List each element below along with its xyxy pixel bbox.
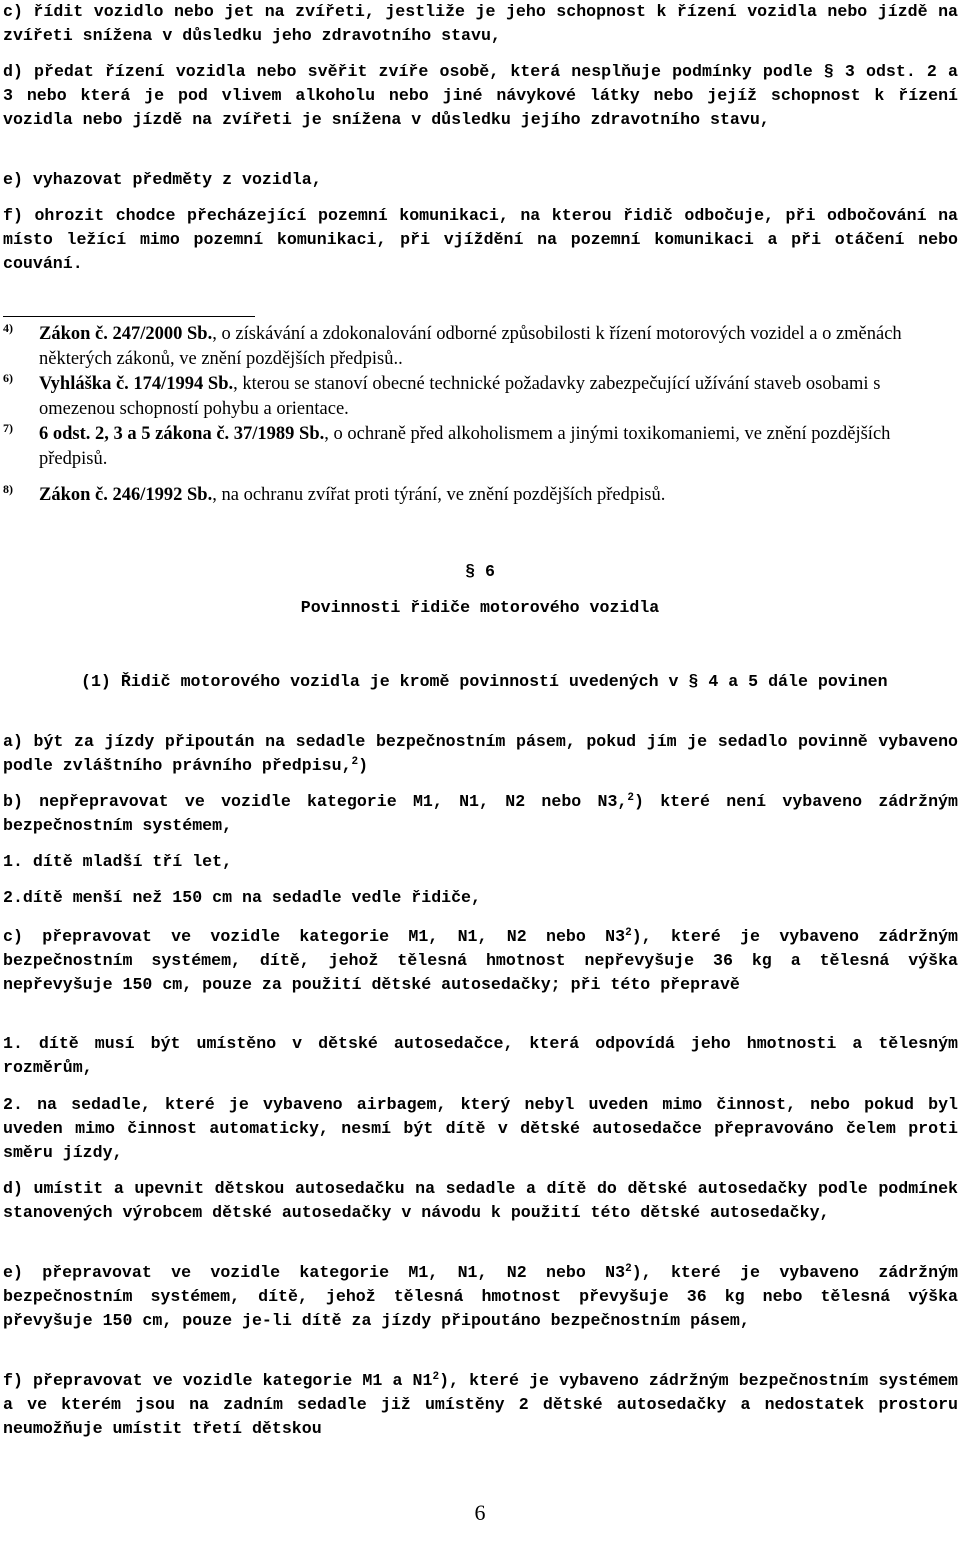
footnote-8 [3, 483, 958, 508]
footnote-7 [3, 422, 958, 472]
item-c-2: 2. na sedadle, které je vybaveno airbagem, který nebyl uveden mimo činnost, nebo pokud byl uveden mimo činnost automaticky, nesmí být dítě v dětské autosedačce přepravováno čelem proti směru jízdy, [3, 1095, 958, 1162]
page-number: 6 [474, 1500, 486, 1525]
item-b-2: 2.dítě menší než 150 cm na sedadle vedle řidiče, [3, 888, 481, 907]
section-title: Povinnosti řidiče motorového vozidla [300, 598, 660, 617]
footnote-ref: 2 [625, 1263, 632, 1275]
item-f-body [3, 1369, 958, 1441]
item-c-text-end: ), které je vybaveno zádržným bezpečnostním systémem, dítě, jehož tělesná hmotnost nepřevyšuje 36 kg a tělesná výška nepřevyšuje 150 cm, pouze za použití dětské autosedačky; při této přepravě [3, 927, 958, 994]
footnote-number: 4) [3, 321, 13, 335]
footnote-source: Zákon č. 247/2000 Sb. [39, 324, 213, 344]
item-a [3, 730, 958, 778]
item-e-body [3, 1261, 958, 1333]
item-a-text-end: ) [358, 756, 369, 775]
paragraph-1 [3, 670, 958, 694]
footnote-number: 6) [3, 371, 13, 385]
item-d: d) předat řízení vozidla nebo svěřit zvíře osobě, která nesplňuje podmínky podle § 3 odst. 2 a 3 nebo která je pod vlivem alkoholu nebo jiné návykové látky nebo jejíž schopnost k řízení vozidla nebo jízdě na zvířeti je snížena v důsledku jejího zdravotního stavu, [3, 62, 958, 129]
section-number: § 6 [465, 562, 495, 581]
footnote-ref: 2 [432, 1371, 440, 1383]
footnote-4 [3, 322, 958, 372]
footnote-source: Zákon č. 246/1992 Sb. [39, 485, 213, 505]
footnote-source: Vyhláška č. 174/1994 Sb. [39, 374, 234, 394]
footnote-6 [3, 372, 958, 422]
item-e-text: e) přepravovat ve vozidle kategorie M1, N1, N2 nebo N3 [3, 1263, 626, 1282]
item-f: f) ohrozit chodce přecházející pozemní komunikaci, na kterou řidič odbočuje, při odbočování na místo ležící mimo pozemní komunikaci, při vjíždění na pozemní komunikaci a při otáčení nebo couvání. [3, 206, 958, 273]
item-a-text: a) být za jízdy připoután na sedadle bezpečnostním pásem, pokud jím je sedadlo povinně vybaveno podle zvláštního právního předpisu, [3, 732, 958, 775]
footnote-ref: 2 [625, 927, 632, 939]
footnote-ref: 2 [351, 756, 359, 768]
footnote-text: , o ochraně před alkoholismem a jinými toxikomaniemi, ve znění pozdějších předpisů. [39, 424, 891, 469]
footnote-separator [3, 316, 255, 317]
item-b-text: b) nepřepravovat ve vozidle kategorie M1, N1, N2 nebo N3, [3, 792, 628, 811]
footnote-ref: 2 [627, 792, 634, 804]
paragraph-1-text: (1) Řidič motorového vozidla je kromě povinností uvedených v § 4 a 5 dále povinen [81, 672, 888, 691]
item-c-1: 1. dítě musí být umístěno v dětské autosedačce, která odpovídá jeho hmotnosti a tělesným rozměrům, [3, 1034, 958, 1077]
item-b-text-end: ) které není vybaveno zádržným bezpečnostním systémem, [3, 792, 958, 835]
item-e-text-end: ), které je vybaveno zádržným bezpečnostním systémem, dítě, jehož tělesná hmotnost převyšuje 36 kg nebo tělesná výška převyšuje 150 cm, pouze je-li dítě za jízdy připoutáno bezpečnostním pásem, [3, 1263, 958, 1330]
item-c-body [3, 925, 958, 997]
footnote-text: , kterou se stanoví obecné technické požadavky zabezpečující užívání staveb osobami s omezenou schopností pohybu a orientace. [39, 374, 881, 419]
footnote-number: 7) [3, 421, 13, 435]
item-b-1: 1. dítě mladší tří let, [3, 852, 233, 871]
footnote-text: , na ochranu zvířat proti týrání, ve znění pozdějších předpisů. [212, 485, 666, 505]
item-c: c) řídit vozidlo nebo jet na zvířeti, jestliže je jeho schopnost k řízení vozidla nebo jízdě na zvířeti snížena v důsledku jeho zdravotního stavu, [3, 2, 958, 45]
item-e: e) vyhazovat předměty z vozidla, [3, 170, 322, 189]
footnote-text: , o získávání a zdokonalování odborné způsobilosti k řízení motorových vozidel a o změnách některých zákonů, ve znění pozdějších předpisů.. [39, 324, 902, 369]
item-b [3, 790, 958, 838]
item-f-text-end: ), které je vybaveno zádržným bezpečnostním systémem a ve kterém jsou na zadním sedadle již umístěny 2 dětské autosedačky a nedostatek prostoru neumožňuje umístit třetí dětskou [3, 1371, 958, 1438]
item-c-text: c) přepravovat ve vozidle kategorie M1, N1, N2 nebo N3 [3, 927, 626, 946]
item-d-body: d) umístit a upevnit dětskou autosedačku na sedadle a dítě do dětské autosedačky podle podmínek stanovených výrobcem dětské autosedačky v návodu k použití této dětské autosedačky, [3, 1179, 958, 1222]
footnote-source: 6 odst. 2, 3 a 5 zákona č. 37/1989 Sb. [39, 424, 325, 444]
footnote-number: 8) [3, 482, 13, 496]
item-f-text: f) přepravovat ve vozidle kategorie M1 a N1 [3, 1371, 433, 1390]
